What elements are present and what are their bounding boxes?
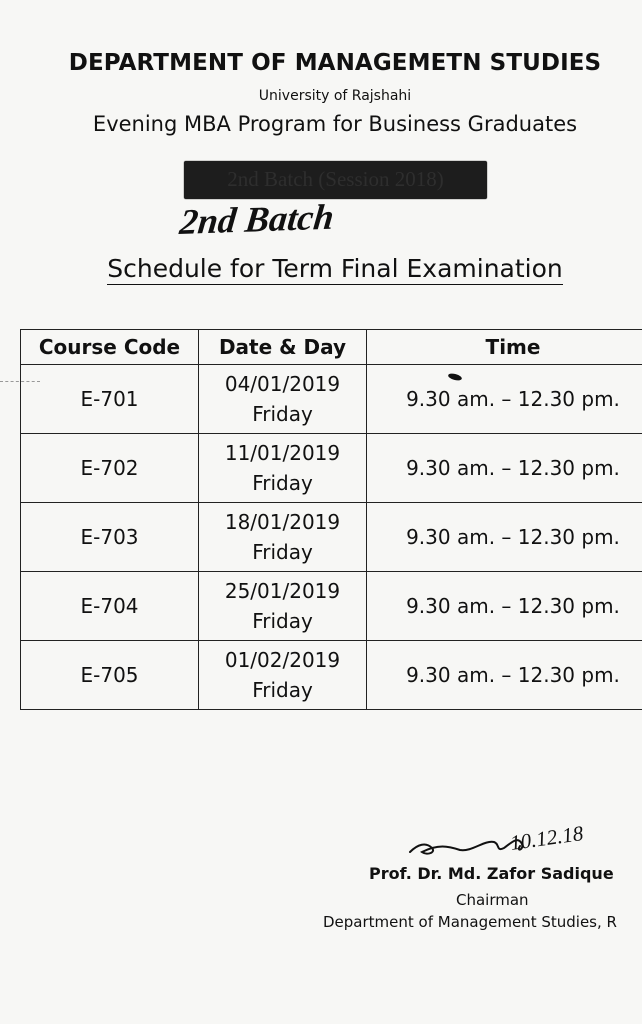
time-cell: 9.30 am. – 12.30 pm. — [367, 365, 642, 434]
course-code-cell: E-703 — [21, 503, 199, 572]
department-title: DEPARTMENT OF MANAGEMETN STUDIES — [68, 50, 602, 76]
column-header-time: Time — [367, 330, 642, 365]
course-code-cell: E-704 — [21, 572, 199, 641]
time-cell: 9.30 am. – 12.30 pm. — [367, 434, 642, 503]
university-name: University of Rajshahi — [258, 88, 412, 104]
date-day-cell — [199, 572, 367, 641]
course-code-cell: E-705 — [21, 641, 199, 710]
date-text: 18/01/2019 — [224, 510, 341, 534]
redacted-batch-text: 2nd Batch (Session 2018) — [227, 167, 444, 191]
table-row — [21, 503, 642, 572]
day-text: Friday — [252, 678, 313, 702]
day-text: Friday — [252, 402, 313, 426]
table-row — [21, 365, 642, 434]
date-day-cell — [199, 503, 367, 572]
day-text: Friday — [252, 609, 313, 633]
day-text: Friday — [252, 540, 313, 564]
program-name: Evening MBA Program for Business Graduates — [92, 112, 578, 136]
course-code-cell: E-701 — [21, 365, 199, 434]
signature-date: 10.12.18 — [508, 821, 585, 856]
exam-schedule-table — [20, 329, 642, 710]
signatory-department: Department of Management Studies, R — [323, 913, 617, 931]
day-text: Friday — [252, 471, 313, 495]
time-cell: 9.30 am. – 12.30 pm. — [367, 572, 642, 641]
date-text: 04/01/2019 — [224, 372, 341, 396]
table-row — [21, 572, 642, 641]
course-code-cell: E-702 — [21, 434, 199, 503]
signatory-title: Chairman — [456, 891, 529, 909]
column-header-course-code: Course Code — [21, 330, 199, 365]
date-text: 25/01/2019 — [224, 579, 341, 603]
signatory-name: Prof. Dr. Md. Zafor Sadique — [369, 864, 614, 883]
table-header-row — [21, 330, 642, 365]
table-row — [21, 641, 642, 710]
time-cell: 9.30 am. – 12.30 pm. — [367, 503, 642, 572]
column-header-date-day: Date & Day — [199, 330, 367, 365]
handwritten-batch-note: 2nd Batch — [177, 196, 336, 242]
table-row — [21, 434, 642, 503]
date-day-cell — [199, 641, 367, 710]
schedule-title — [0, 254, 642, 283]
date-day-cell — [199, 365, 367, 434]
date-text: 11/01/2019 — [224, 441, 341, 465]
schedule-title-text: Schedule for Term Final Examination — [107, 254, 563, 283]
date-text: 01/02/2019 — [224, 648, 341, 672]
time-cell: 9.30 am. – 12.30 pm. — [367, 641, 642, 710]
date-day-cell — [199, 434, 367, 503]
